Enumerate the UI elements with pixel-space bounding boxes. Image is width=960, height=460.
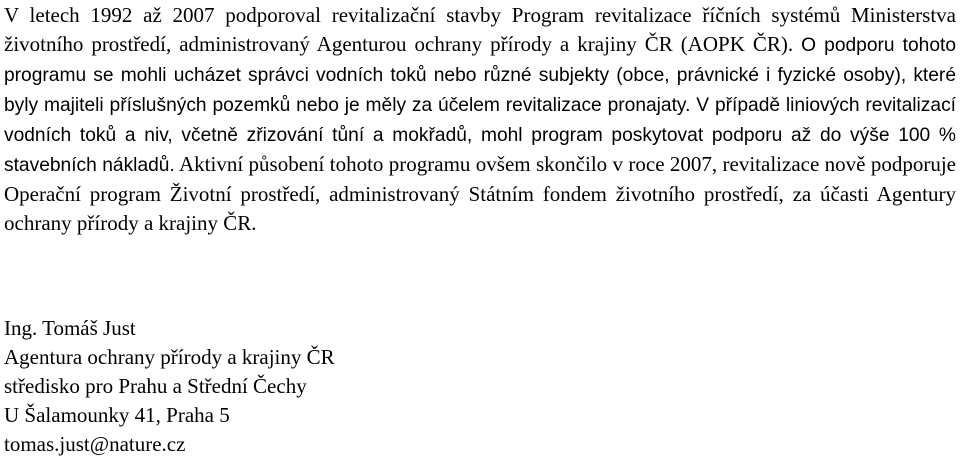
author-organization: Agentura ochrany přírody a krajiny ČR bbox=[4, 345, 335, 369]
paragraph-run-sans-1: O podporu tohoto programu se mohli ucházet správci vodních toků nebo různé subjekty (obce, právnické i fyzické osoby), které byly majiteli příslušných pozemků nebo je měly za účelem revitalizace pronajaty. bbox=[4, 35, 956, 116]
author-name: Ing. Tomáš Just bbox=[4, 316, 136, 340]
body-paragraph bbox=[4, 0, 956, 238]
author-address: U Šalamounky 41, Praha 5 bbox=[4, 403, 230, 427]
paragraph-run-serif-1: V letech 1992 až 2007 podporoval revitalizační stavby Program revitalizace říčních systémů Ministerstva životního prostředí, administrovaný Agenturou ochrany přírody a krajiny ČR (AOPK ČR). bbox=[4, 3, 956, 56]
signature-block bbox=[4, 314, 335, 459]
document-page bbox=[4, 0, 956, 238]
author-email: tomas.just@nature.cz bbox=[4, 432, 186, 456]
paragraph-run-sans-2: V případě liniových revitalizací vodních toků a niv, včetně zřizování tůní a mokřadů, mohl program poskytovat podporu až do výše 100 % stavebních nákladů. bbox=[4, 95, 956, 176]
author-unit: středisko pro Prahu a Střední Čechy bbox=[4, 374, 307, 398]
paragraph-run-serif-2: Aktivní působení tohoto programu ovšem skončilo v roce 2007, revitalizace nově podporuje Operační program Životní prostředí, administrovaný Státním fondem životního prostředí, za účasti Agentury ochrany přírody a krajiny ČR. bbox=[4, 152, 956, 235]
